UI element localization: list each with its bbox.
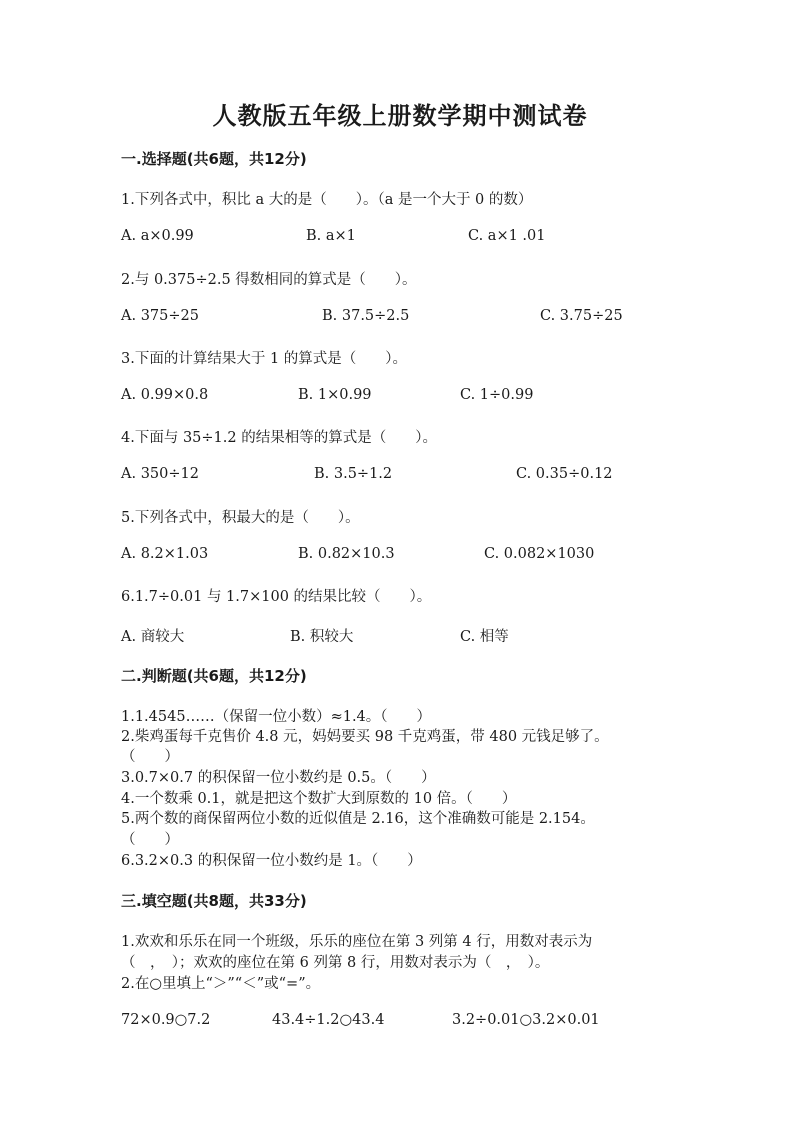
section-heading-judge: 二.判断题(共6题，共12分) xyxy=(121,667,307,685)
fill-line: 1.欢欢和乐乐在同一个班级，乐乐的座位在第 3 列第 4 行，用数对表示为 xyxy=(121,934,593,950)
option-c: C. 相等 xyxy=(460,629,509,645)
judge-line: 6.3.2×0.3 的积保留一位小数约是 1。（ ） xyxy=(121,853,422,869)
option-c: C. 0.082×1030 xyxy=(484,546,595,562)
question-text: 2.与 0.375÷2.5 得数相同的算式是（ ）。 xyxy=(121,272,417,288)
question-text: 6.1.7÷0.01 与 1.7×100 的结果比较（ ）。 xyxy=(121,589,432,605)
option-b: B. 37.5÷2.5 xyxy=(322,308,410,324)
option-b: B. 积较大 xyxy=(290,629,354,645)
section-heading-choice: 一.选择题(共6题，共12分) xyxy=(121,150,307,168)
option-a: A. a×0.99 xyxy=(121,228,194,244)
option-c: C. 1÷0.99 xyxy=(460,387,534,403)
option-c: C. 3.75÷25 xyxy=(540,308,623,324)
section-heading-fill: 三.填空题(共8题，共33分) xyxy=(121,892,307,910)
option-b: B. 1×0.99 xyxy=(298,387,372,403)
option-a: A. 375÷25 xyxy=(121,308,199,324)
option-b: B. 3.5÷1.2 xyxy=(314,466,393,482)
option-b: B. 0.82×10.3 xyxy=(298,546,395,562)
judge-line: （ ） xyxy=(121,832,179,848)
judge-line: （ ） xyxy=(121,749,179,765)
option-a: A. 8.2×1.03 xyxy=(121,546,209,562)
judge-line: 1.1.4545……（保留一位小数）≈1.4。（ ） xyxy=(121,709,432,725)
question-text: 3.下面的计算结果大于 1 的算式是（ ）。 xyxy=(121,351,408,367)
question-text: 1.下列各式中，积比 a 大的是（ ）。（a 是一个大于 0 的数） xyxy=(121,192,533,208)
judge-line: 2.柴鸡蛋每千克售价 4.8 元，妈妈要买 98 千克鸡蛋，带 480 元钱足够了。 xyxy=(121,729,609,745)
fill-line: （ ， ）；欢欢的座位在第 6 列第 8 行，用数对表示为（ ， ）。 xyxy=(121,955,550,971)
option-a: A. 350÷12 xyxy=(121,466,199,482)
compare-item: 3.2÷0.01○3.2×0.01 xyxy=(452,1012,600,1028)
question-text: 4.下面与 35÷1.2 的结果相等的算式是（ ）。 xyxy=(121,430,437,446)
page-title: 人教版五年级上册数学期中测试卷 xyxy=(212,101,588,130)
judge-line: 5.两个数的商保留两位小数的近似值是 2.16，这个准确数可能是 2.154。 xyxy=(121,811,595,827)
fill-line: 2.在○里填上“＞”“＜”或“=”。 xyxy=(121,976,321,992)
compare-item: 72×0.9○7.2 xyxy=(121,1012,211,1028)
judge-line: 4.一个数乘 0.1，就是把这个数扩大到原数的 10 倍。（ ） xyxy=(121,791,517,807)
option-b: B. a×1 xyxy=(306,228,356,244)
option-c: C. a×1 .01 xyxy=(468,228,546,244)
question-text: 5.下列各式中，积最大的是（ ）。 xyxy=(121,510,360,526)
option-a: A. 商较大 xyxy=(121,629,185,645)
option-c: C. 0.35÷0.12 xyxy=(516,466,613,482)
option-a: A. 0.99×0.8 xyxy=(121,387,209,403)
judge-line: 3.0.7×0.7 的积保留一位小数约是 0.5。（ ） xyxy=(121,770,436,786)
compare-item: 43.4÷1.2○43.4 xyxy=(272,1012,385,1028)
